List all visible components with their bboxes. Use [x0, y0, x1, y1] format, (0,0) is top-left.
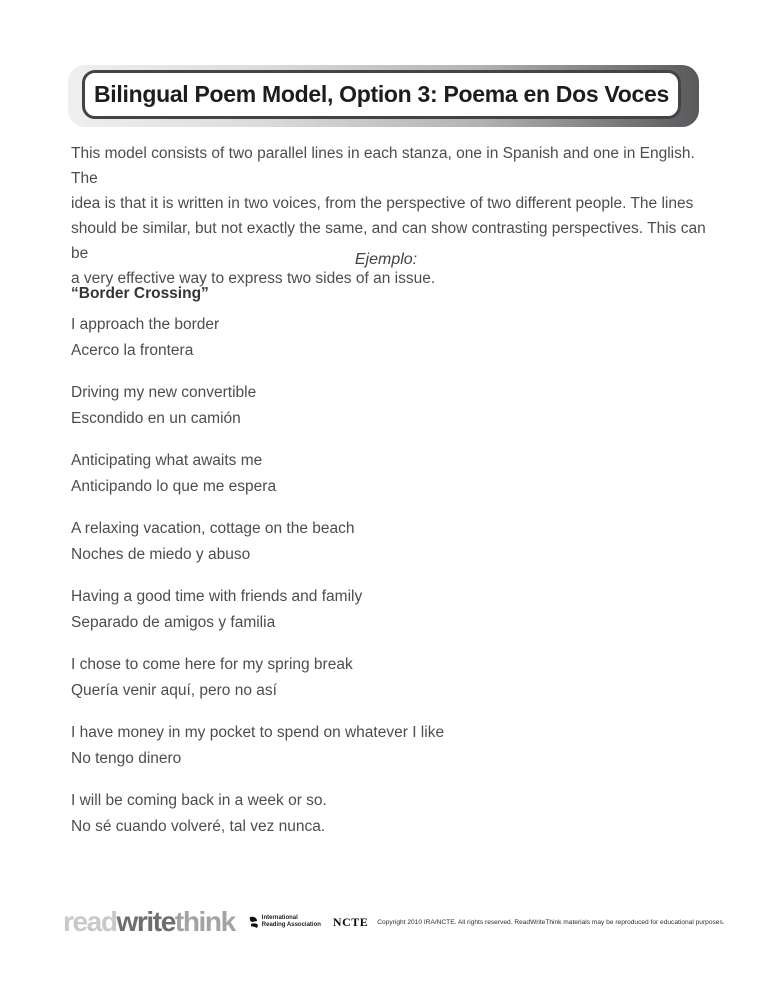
- poem-line-english: I approach the border: [71, 316, 220, 333]
- poem-line-english: Anticipating what awaits me: [71, 452, 263, 469]
- title-banner-inner: [82, 70, 681, 119]
- title-banner: [68, 65, 699, 127]
- poem-line-spanish: Anticipando lo que me espera: [71, 478, 277, 495]
- logo-read-segment: read: [63, 906, 117, 937]
- intro-line: This model consists of two parallel lines in each stanza, one in Spanish and one in English. The: [71, 145, 695, 187]
- poem-stanza: [71, 380, 444, 432]
- poem-line-english: A relaxing vacation, cottage on the beach: [71, 520, 355, 537]
- poem-line-spanish: Acerco la frontera: [71, 342, 194, 359]
- poem-stanza: [71, 788, 444, 840]
- poem-line-english: Driving my new convertible: [71, 384, 257, 401]
- poem-stanza: [71, 584, 444, 636]
- poem-line-english: I chose to come here for my spring break: [71, 656, 353, 673]
- ncte-logo: NCTE: [332, 914, 369, 929]
- ira-logo-block: [249, 915, 321, 929]
- poem-stanza: [71, 652, 444, 704]
- page-title: Bilingual Poem Model, Option 3: Poema en Dos Voces: [93, 81, 669, 107]
- poem-body: [71, 312, 444, 856]
- ira-line1: International: [261, 915, 298, 921]
- poem-stanza: [71, 448, 444, 500]
- logo-think-segment: think: [174, 906, 235, 937]
- poem-stanza: [71, 312, 444, 364]
- intro-line: idea is that it is written in two voices, from the perspective of two different people. The lines: [71, 195, 694, 212]
- poem-line-english: I will be coming back in a week or so.: [71, 792, 327, 809]
- poem-stanza: [71, 720, 444, 772]
- poem-line-spanish: Separado de amigos y familia: [71, 614, 276, 631]
- poem-line-spanish: Noches de miedo y abuso: [71, 546, 251, 563]
- logo-write-segment: write: [116, 906, 175, 937]
- intro-line: should be similar, but not exactly the same, and can show contrasting perspectives. This can be: [71, 220, 706, 262]
- poem-line-english: I have money in my pocket to spend on whatever I like: [71, 724, 445, 741]
- poem-line-spanish: Escondido en un camión: [71, 410, 241, 427]
- poem-stanza: [71, 516, 444, 568]
- intro-line: a very effective way to express two sides of an issue.: [71, 270, 436, 287]
- page-footer: [63, 905, 725, 939]
- poem-line-english: Having a good time with friends and family: [71, 588, 363, 605]
- poem-line-spanish: Quería venir aquí, pero no así: [71, 682, 277, 699]
- ira-logo-text: [262, 915, 321, 929]
- poem-line-spanish: No sé cuando volveré, tal vez nunca.: [71, 818, 326, 835]
- copyright-text: Copyright 2010 IRA/NCTE. All rights reserved. ReadWriteThink materials may be reproduced for educational purposes.: [377, 918, 725, 926]
- ira-logo-icon: [249, 916, 259, 929]
- poem-line-spanish: No tengo dinero: [71, 750, 182, 767]
- poem-title: “Border Crossing”: [71, 285, 209, 302]
- readwritethink-logo: [63, 906, 235, 938]
- ira-line2: Reading Association: [261, 922, 321, 928]
- example-label: Ejemplo:: [354, 251, 418, 268]
